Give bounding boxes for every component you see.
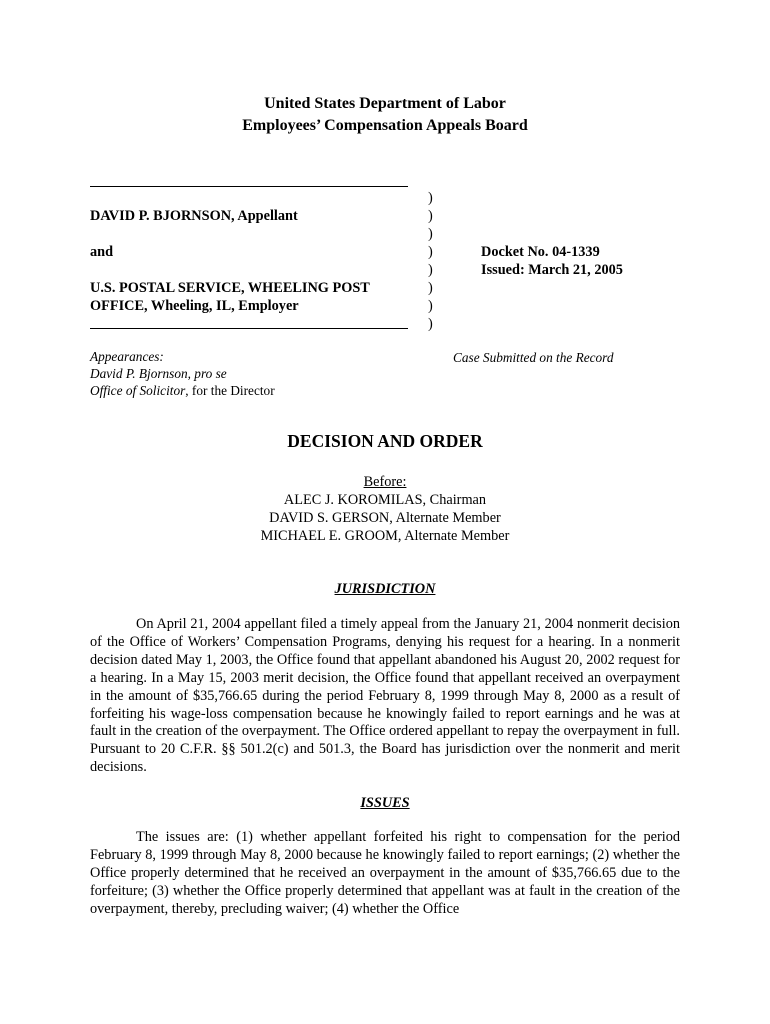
jurisdiction-paragraph: On April 21, 2004 appellant filed a timely appeal from the January 21, 2004 nonmerit decision of the Office of Workers’ Compensation Programs, denying his request for a hearing. In a nonmerit decision dated May 1, 2003, the Office found that appellant abandoned his August 20, 2002 request for a hearing. In a May 15, 2003 merit decision, the Office found that appellant received an overpayment in the amount of $35,766.65 during the period February 8, 1999 through May 8, 2000 as a result of forfeiting his wage-loss compensation because he knowingly failed to report earnings and he was at fault in the creation of the overpayment. The Office ordered appellant to repay the overpayment in full. Pursuant to 20 C.F.R. §§ 501.2(c) and 501.3, the Board has jurisdiction over the nonmerit and merit decisions. xyxy=(90,616,680,776)
before-label: Before: xyxy=(363,474,407,490)
issued-date: Issued: March 21, 2005 xyxy=(481,262,623,278)
caption-paren: ) xyxy=(428,226,433,242)
appearances-label: Appearances: xyxy=(90,349,164,364)
board-member: DAVID S. GERSON, Alternate Member xyxy=(269,510,501,526)
caption-paren: ) xyxy=(428,298,433,314)
caption-paren: ) xyxy=(428,280,433,296)
caption-top-rule xyxy=(90,186,408,187)
board-member: ALEC J. KOROMILAS, Chairman xyxy=(283,492,487,508)
employer-line-1: U.S. POSTAL SERVICE, WHEELING POST xyxy=(90,280,370,296)
appellant-appearance-suffix: , pro se xyxy=(187,366,227,381)
docket-number: Docket No. 04-1339 xyxy=(481,244,600,260)
case-submitted-note: Case Submitted on the Record xyxy=(453,350,614,365)
caption-paren: ) xyxy=(428,316,433,332)
agency-name: United States Department of Labor xyxy=(264,95,506,112)
board-name: Employees’ Compensation Appeals Board xyxy=(242,117,528,134)
solicitor-office: Office of Solicitor xyxy=(90,383,186,398)
caption-paren: ) xyxy=(428,244,433,260)
issues-heading: ISSUES xyxy=(360,795,410,811)
caption-bottom-rule xyxy=(90,328,408,329)
solicitor-suffix: , for the Director xyxy=(185,383,275,398)
caption-paren: ) xyxy=(428,208,433,224)
decision-title: DECISION AND ORDER xyxy=(287,431,483,451)
appellant-appearance-name: David P. Bjornson xyxy=(90,366,188,381)
employer-line-2: OFFICE, Wheeling, IL, Employer xyxy=(90,298,299,314)
caption-paren: ) xyxy=(428,190,433,206)
appearance-director xyxy=(90,382,275,399)
appellant-name: DAVID P. BJORNSON, Appellant xyxy=(90,208,298,224)
jurisdiction-heading: JURISDICTION xyxy=(334,581,436,597)
appearance-appellant xyxy=(90,365,227,382)
issues-paragraph: The issues are: (1) whether appellant forfeited his right to compensation for the period February 8, 1999 through May 8, 2000 because he knowingly failed to report earnings; (2) whether the Office properly determined that he received an overpayment in the amount of $35,766.65 due to the forfeiture; (3) whether the Office properly determined that appellant was at fault in the creation of the overpayment, thereby, precluding waiver; (4) whether the Office xyxy=(90,829,680,917)
caption-paren: ) xyxy=(428,262,433,278)
and-connector: and xyxy=(90,244,114,260)
board-member: MICHAEL E. GROOM, Alternate Member xyxy=(260,528,510,544)
